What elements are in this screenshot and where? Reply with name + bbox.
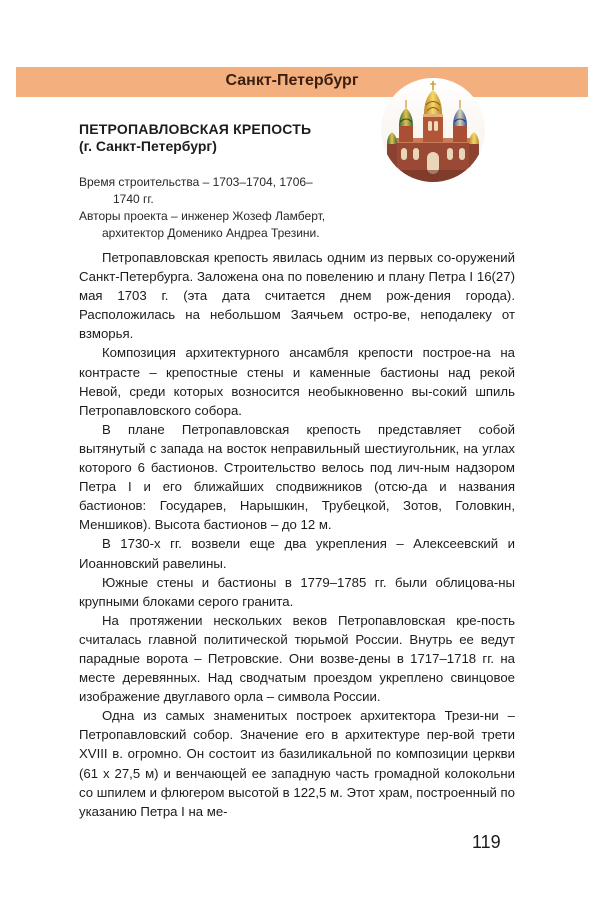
page-number: 119 [472, 832, 501, 852]
monument-location: (г. Санкт-Петербург) [79, 138, 217, 154]
construction-dates-line1: Время строительства – 1703–1704, 1706– [79, 175, 313, 189]
paragraph-2: Композиция архитектурного ансамбля крепости построе-на на контрасте – крепостные стены и каменные бастионы над рекой Невой, среди которых возносится необыкновенно вы-сокий шпиль Петропавловского собора. [79, 345, 515, 418]
paragraph-7: Одна из самых знаменитых построек архитектора Трези-ни – Петропавловский собор. Значение его в архитектуре пер-вой трети XVIII в. огромно. Он состоит из базиликальной по композиции церкви (61 х 27,5 м) и венчающей ее западную часть громадной колокольни со шпилем и флюгером высотой в 122,5 м. Этот храм, построенный по указанию Петра I на ме- [79, 708, 515, 819]
paragraph-5: Южные стены и бастионы в 1779–1785 гг. были облицова-ны крупными блоками серого гранита. [79, 574, 515, 609]
paragraph-4: В 1730-х гг. возвели еще два укрепления – Алексеевский и Иоанновский равелины. [79, 536, 515, 571]
monument-metadata [79, 174, 389, 242]
church-domes-photo [381, 78, 485, 182]
church-photo-illustration [381, 78, 485, 182]
monument-title: ПЕТРОПАВЛОВСКАЯ КРЕПОСТЬ [79, 121, 312, 137]
section-title: Санкт-Петербург [225, 72, 359, 89]
construction-dates-line2: 1740 гг. [113, 192, 154, 206]
article-body [79, 248, 515, 821]
paragraph-6: На протяжении нескольких веков Петропавловская кре-пость считалась главной политической тюрьмой России. Внутрь ее ведут парадные ворота – Петровские. Они возве-дены в 1717–1718 гг. на месте деревянных. Над сводчатым проездом укреплено свинцовое изображение двуглавого орла – символа России. [79, 612, 515, 705]
project-authors-line2: архитектор Доменико Андреа Трезини. [102, 226, 320, 240]
project-authors-line1: Авторы проекта – инженер Жозеф Ламберт, [79, 209, 326, 223]
paragraph-3: В плане Петропавловская крепость представляет собой вытянутый с запада на восток неправильный шестиугольник, на углах которого 6 бастионов. Строительство велось под лич-ным надзором Петра I и его ближайших сподвижников (отсю-да и названия бастионов: Государев, Нарышкин, Трубецкой, Зотов, Головкин, Меншиков). Высота бастионов – до 12 м. [79, 421, 515, 533]
paragraph-1: Петропавловская крепость явилась одним из первых со-оружений Санкт-Петербурга. Заложена она по повелению и плану Петра I 16(27) мая 1703 г. (эта дата считается днем рож-дения города). Расположилась на небольшом Заячьем остро-ве, неподалеку от взморья. [79, 250, 515, 342]
